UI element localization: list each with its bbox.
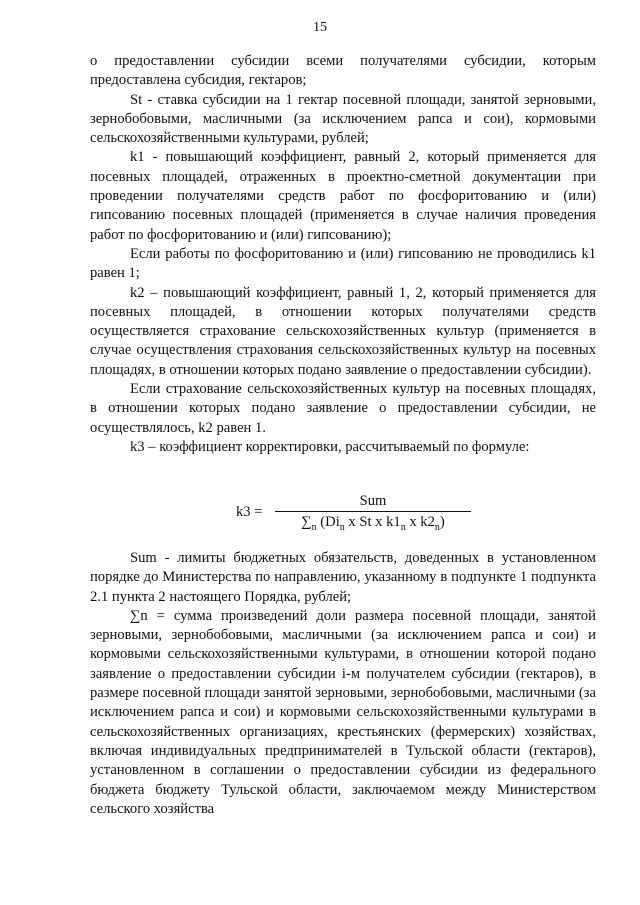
formula-term: (Di — [316, 514, 340, 530]
subscript: n — [434, 521, 440, 533]
paragraph: k2 – повышающий коэффициент, равный 1, 2, который применяется для посевных площадей, в отношении которых получателями средств осуществляется страхование сельскохозяйственных культур (применяется в случае осуществления страхования сельскохозяйственных культур на посевных площадях, в отношении которых подано заявление о предоставлении субсидии). — [90, 284, 596, 378]
document-body-bottom — [90, 549, 596, 819]
page-number: 15 — [313, 20, 327, 35]
subscript: n — [311, 521, 317, 533]
paragraph: Если страхование сельскохозяйственных культур на посевных площадях, в отношении которых подано заявление о предоставлении субсидии, не осуществлялось, k2 равен 1. — [90, 381, 596, 436]
subscript: n — [339, 521, 345, 533]
paragraph: Если работы по фосфоритованию и (или) гипсованию не проводились k1 равен 1; — [90, 245, 596, 282]
k3-formula — [0, 493, 640, 533]
paragraph: k1 - повышающий коэффициент, равный 2, который применяется для посевных площадей, отраженных в проектно-сметной документации при проведении получателями средств работ по фосфоритованию и (или) гипсованию посевных площадей (применяется в случае наличия проведения работ по фосфоритованию и (или) гипсованию); — [90, 149, 596, 243]
paragraph: Sum - лимиты бюджетных обязательств, доведенных в установленном порядке до Министерства по направлению, указанному в подпункте 1 подпункта 2.1 пункта 2 настоящего Порядка, рублей; — [90, 550, 596, 605]
subscript: n — [400, 521, 406, 533]
formula-denominator — [275, 512, 471, 538]
document-body-top — [90, 52, 596, 457]
paragraph: о предоставлении субсидии всеми получателями субсидии, которым предоставлена субсидия, гектаров; — [90, 53, 596, 89]
paragraph: k3 – коэффициент корректировки, рассчитываемый по формуле: — [130, 438, 530, 455]
formula-lhs: k3 = — [236, 504, 263, 520]
sigma-symbol: ∑ — [301, 514, 312, 530]
paragraph: ∑n = сумма произведений доли размера посевной площади, занятой зерновыми, зернобобовыми, масличными (за исключением рапса и сои) и кормовыми сельскохозяйственными культурами, в отношении которой подано заявление о предоставлении субсидии i-м получателем субсидии (гектаров), в размере посевной площади занятой зерновыми, зернобобовыми, масличными (за исключением рапса и сои) и кормовыми сельскохозяйственными культурами в сельскохозяйственных организациях, крестьянских (фермерских) хозяйствах, включая индивидуальных предпринимателей в Тульской области (гектаров), установленном в соглашении о предоставлении субсидии из федерального бюджета бюджету Тульской области, заключаемом между Министерством сельского хозяйства — [90, 607, 596, 817]
formula-term: x k2 — [405, 514, 435, 530]
formula-numerator: Sum — [275, 493, 471, 512]
formula-term: x St x k1 — [344, 514, 401, 530]
paragraph: St - ставка субсидии на 1 гектар посевной площади, занятой зерновыми, зернобобовыми, масличными (за исключением рапса и сои), кормовыми сельскохозяйственными культурами, рублей; — [90, 91, 596, 147]
formula-fraction — [275, 493, 471, 538]
formula-term: ) — [439, 514, 445, 530]
